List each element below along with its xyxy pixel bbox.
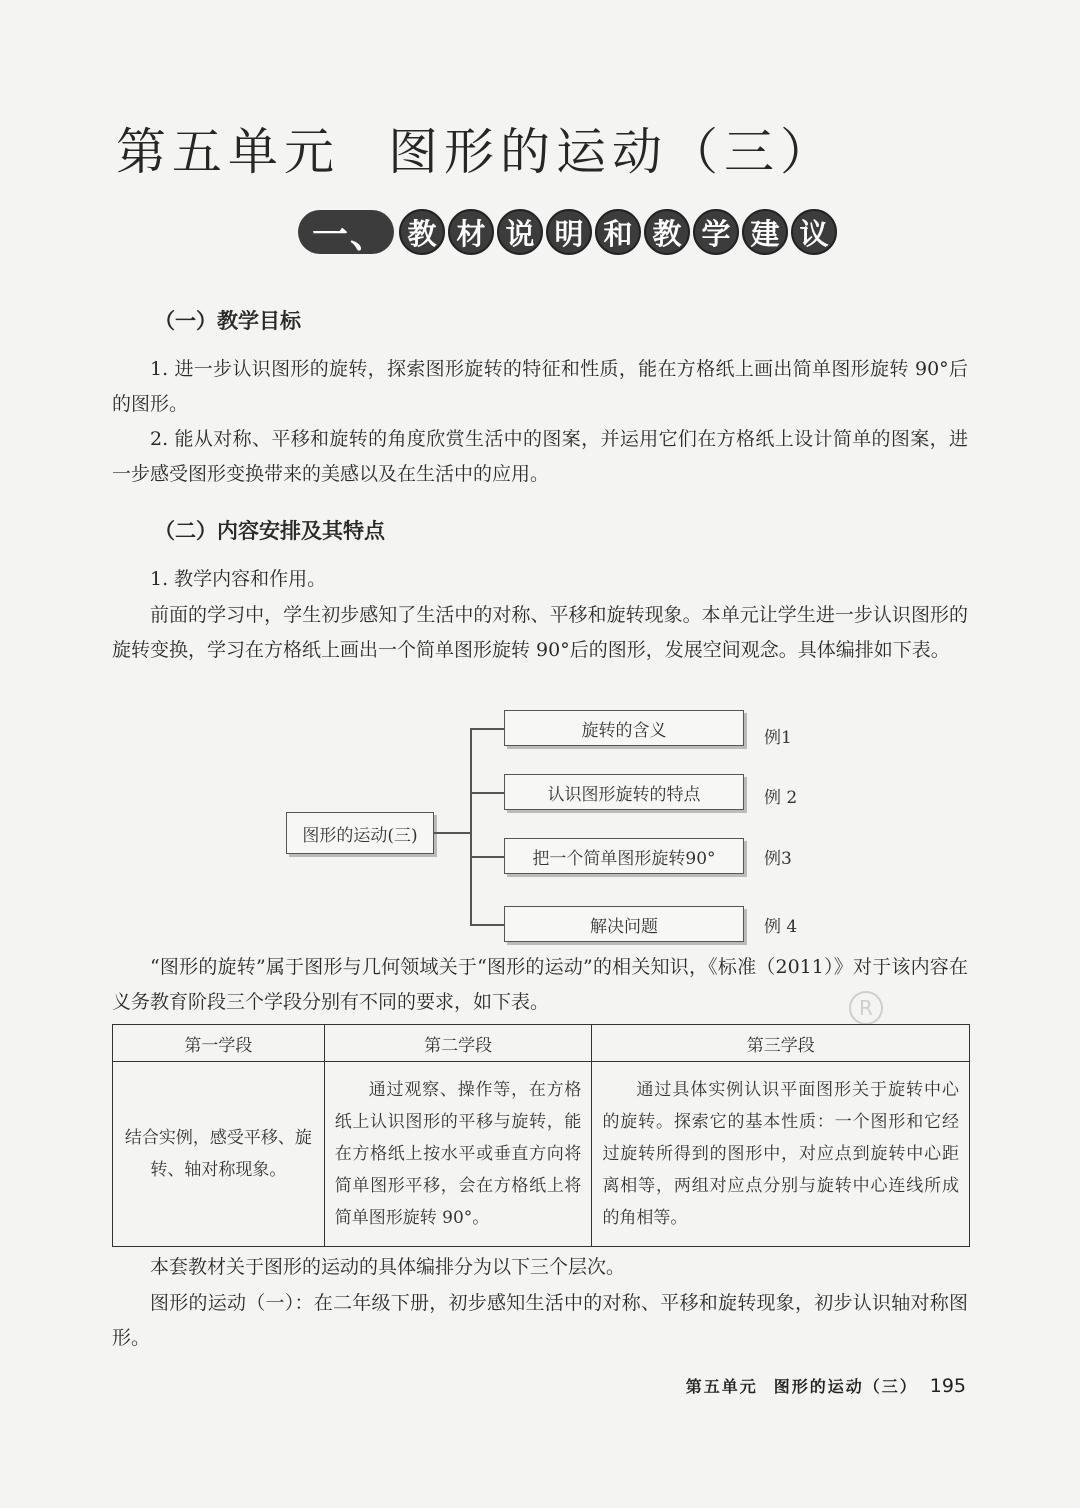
page-number: 195	[929, 1375, 966, 1397]
unit-title	[116, 112, 836, 184]
diagram-example: 例3	[764, 849, 792, 869]
structure-diagram	[286, 706, 806, 946]
table-header: 第一学段	[113, 1025, 325, 1062]
footer-name: 图形的运动（三）	[773, 1377, 918, 1396]
svg-text:R: R	[859, 996, 873, 1020]
banner-char: 议	[791, 209, 837, 255]
banner-char: 说	[497, 209, 543, 255]
registered-mark-icon	[846, 988, 886, 1028]
unit-name: 图形的运动（三）	[388, 123, 836, 181]
goal-item-1: 1. 进一步认识图形的旋转，探索图形旋转的特征和性质，能在方格纸上画出简单图形旋转 90°后的图形。	[112, 358, 968, 415]
banner-char: 教	[644, 209, 690, 255]
connector-line	[470, 856, 504, 858]
diagram-branch: 旋转的含义	[504, 710, 744, 746]
footer-unit: 第五单元	[685, 1377, 758, 1396]
unit-number: 第五单元	[116, 123, 340, 181]
connector-line	[470, 728, 504, 730]
banner-char: 材	[448, 209, 494, 255]
standards-paragraph: “图形的旋转”属于图形与几何领域关于“图形的运动”的相关知识，《标准（2011）》对于该内容在义务教育阶段三个学段分别有不同的要求，如下表。	[112, 956, 968, 1013]
diagram-example: 例1	[764, 728, 792, 748]
content-subheading: 1. 教学内容和作用。	[150, 568, 327, 590]
connector-line	[470, 924, 504, 926]
stage-requirements-table	[112, 1024, 970, 1247]
table-cell: 结合实例，感受平移、旋转、轴对称现象。	[113, 1062, 325, 1247]
table-header-row	[113, 1025, 970, 1062]
diagram-branch: 认识图形旋转的特点	[504, 774, 744, 810]
table-cell: 通过观察、操作等，在方格纸上认识图形的平移与旋转，能在方格纸上按水平或垂直方向将简单图形平移，会在方格纸上将简单图形旋转 90°。	[324, 1062, 592, 1247]
level-one-paragraph: 图形的运动（一）：在二年级下册，初步感知生活中的对称、平移和旋转现象，初步认识轴对称图形。	[112, 1292, 968, 1349]
chapter-banner	[298, 206, 837, 258]
diagram-root: 图形的运动(三)	[286, 812, 434, 854]
section-heading-content: （二）内容安排及其特点	[154, 519, 385, 543]
diagram-branch: 解决问题	[504, 906, 744, 942]
content-paragraph: 前面的学习中，学生初步感知了生活中的对称、平移和旋转现象。本单元让学生进一步认识图形的旋转变换，学习在方格纸上画出一个简单图形旋转 90°后的图形，发展空间观念。具体编排如下表。	[112, 604, 968, 661]
goal-item-2: 2. 能从对称、平移和旋转的角度欣赏生活中的图案，并运用它们在方格纸上设计简单的图案，进一步感受图形变换带来的美感以及在生活中的应用。	[112, 428, 968, 485]
table-row	[113, 1062, 970, 1247]
diagram-branch: 把一个简单图形旋转90°	[504, 838, 744, 874]
banner-char: 明	[546, 209, 592, 255]
banner-char: 教	[399, 209, 445, 255]
banner-lead: 一、	[298, 210, 394, 254]
connector-line	[434, 832, 470, 834]
table-header: 第三学段	[592, 1025, 970, 1062]
connector-line	[470, 728, 472, 924]
page-footer	[686, 1374, 966, 1397]
banner-char: 和	[595, 209, 641, 255]
connector-line	[470, 792, 504, 794]
banner-char: 建	[742, 209, 788, 255]
table-cell: 通过具体实例认识平面图形关于旋转中心的旋转。探索它的基本性质：一个图形和它经过旋转所得到的图形中，对应点到旋转中心距离相等，两组对应点分别与旋转中心连线所成的角相等。	[592, 1062, 970, 1247]
banner-char: 学	[693, 209, 739, 255]
diagram-example: 例 4	[764, 917, 798, 937]
section-heading-goals: （一）教学目标	[154, 309, 301, 333]
levels-paragraph: 本套教材关于图形的运动的具体编排分为以下三个层次。	[150, 1256, 626, 1278]
diagram-example: 例 2	[764, 788, 798, 808]
table-header: 第二学段	[324, 1025, 592, 1062]
